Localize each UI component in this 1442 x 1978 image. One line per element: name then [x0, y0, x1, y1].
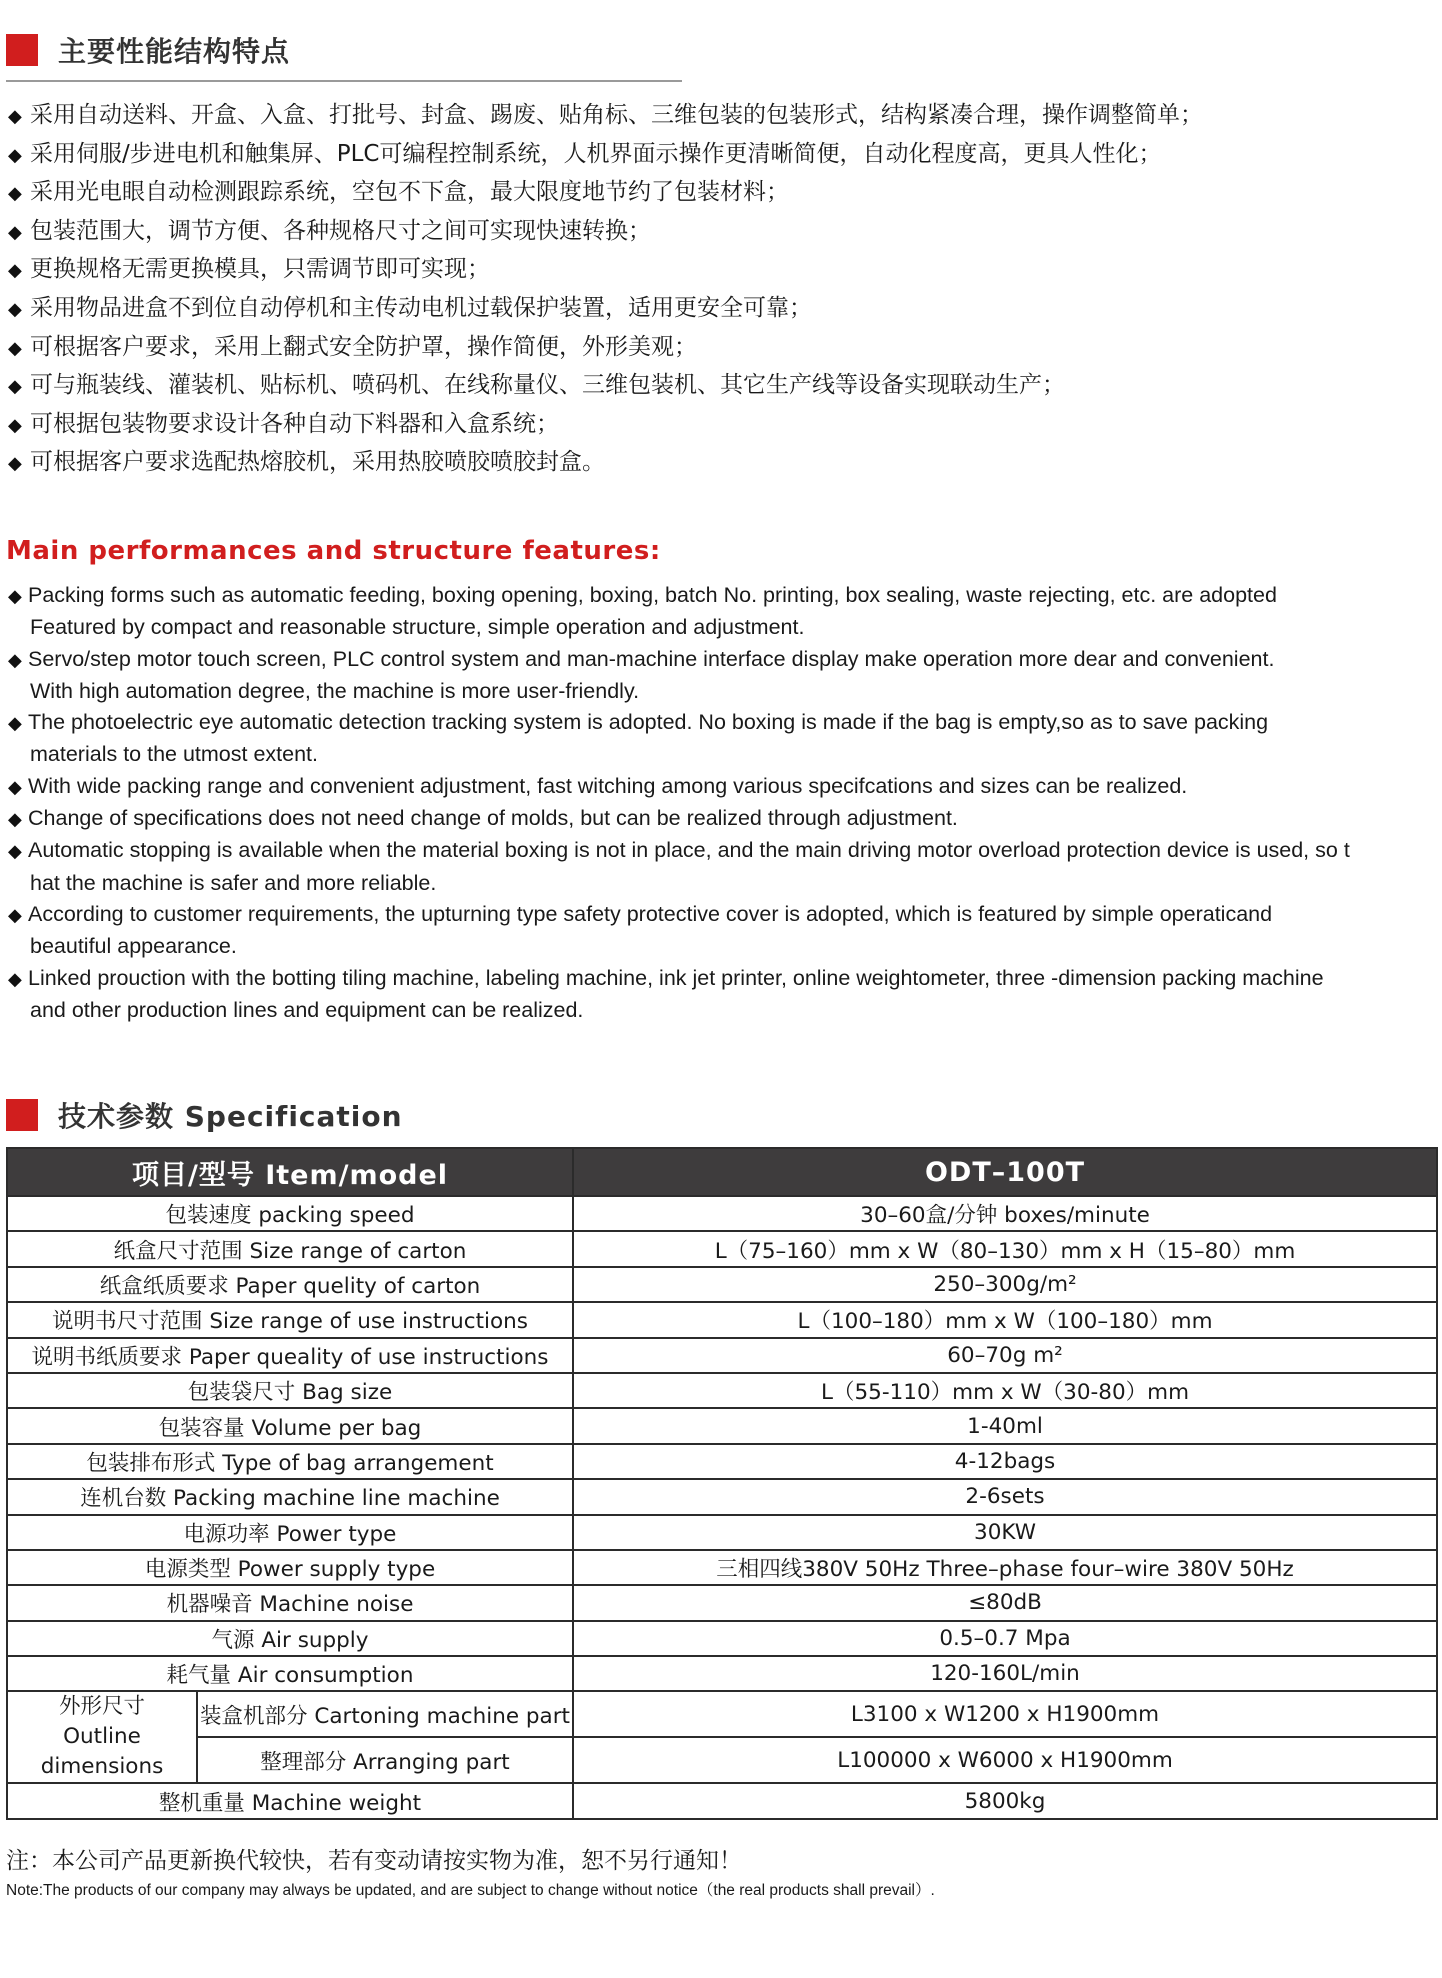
row-value: 120-160L/min [573, 1656, 1437, 1691]
row-value: 4-12bags [573, 1444, 1437, 1479]
list-item: ◆ Servo/step motor touch screen, PLC control system and man-machine interface display make operation more dear and convenient. With high automation degree, the machine is more user-friendly. [8, 646, 1275, 703]
row-label: 纸盒尺寸范围 Size range of carton [7, 1231, 573, 1266]
diamond-bullet-icon: ◆ [8, 183, 22, 205]
table-row [7, 1196, 1437, 1231]
diamond-bullet-icon: ◆ [8, 841, 22, 862]
section-header-features-cn [6, 30, 290, 70]
list-item: ◆ 更换规格无需更换模具，只需调节即可实现； [8, 250, 1428, 289]
diamond-bullet-icon: ◆ [8, 337, 22, 359]
table-row [7, 1302, 1437, 1337]
row-value: L100000 x W6000 x H1900mm [573, 1737, 1437, 1783]
header-model-value: ODT–100T [573, 1148, 1437, 1196]
list-item: ◆ 包装范围大，调节方便、各种规格尺寸之间可实现快速转换； [8, 212, 1428, 251]
outline-dimensions-label: 外形尺寸 Outline dimensions [7, 1691, 197, 1783]
row-label: 耗气量 Air consumption [7, 1656, 573, 1691]
table-row [7, 1338, 1437, 1373]
list-item: ◆ 可根据客户要求，采用上翻式安全防护罩，操作简便，外形美观； [8, 328, 1428, 367]
diamond-bullet-icon: ◆ [8, 106, 22, 127]
row-label: 装盒机部分 Cartoning machine part [197, 1691, 573, 1737]
note-en: Note:The products of our company may always be updated, and are subject to change without notice（the real products shall prevail）. [6, 1882, 935, 1899]
table-row [7, 1550, 1437, 1585]
diamond-bullet-icon: ◆ [8, 713, 22, 734]
row-value: 0.5–0.7 Mpa [573, 1621, 1437, 1656]
table-row [7, 1444, 1437, 1479]
table-row [7, 1373, 1437, 1408]
row-label: 包装袋尺寸 Bag size [7, 1373, 573, 1408]
section-title: 技术参数 Specification [58, 1100, 403, 1133]
section-title: 主要性能结构特点 [58, 35, 291, 68]
row-label: 包装排布形式 Type of bag arrangement [7, 1444, 573, 1479]
spec-table [6, 1147, 1438, 1820]
table-row [7, 1231, 1437, 1266]
diamond-bullet-icon: ◆ [8, 414, 22, 436]
row-value: 60–70g m² [573, 1338, 1437, 1373]
row-value: 30–60盒/分钟 boxes/minute [573, 1196, 1437, 1231]
list-item: ◆ 采用伺服/步进电机和触集屏、PLC可编程控制系统，人机界面示操作更清晰简便，自动化程度高，更具人性化； [8, 135, 1428, 174]
table-row [7, 1515, 1437, 1550]
row-label: 电源类型 Power supply type [7, 1550, 573, 1585]
row-label: 包装容量 Volume per bag [7, 1408, 573, 1443]
diamond-bullet-icon: ◆ [8, 586, 22, 606]
en-feature-list [8, 580, 1438, 1026]
list-item: ◆ With wide packing range and convenient adjustment, fast witching among various specifcations and sizes can be realized. [8, 771, 1438, 803]
en-section-title: Main performances and structure features: [6, 536, 661, 566]
diamond-bullet-icon: ◆ [8, 649, 22, 670]
red-square-marker [6, 34, 38, 66]
row-label: 整理部分 Arranging part [197, 1737, 573, 1783]
list-item: ◆ The photoelectric eye automatic detection tracking system is adopted. No boxing is made if the bag is empty,so as to save packing materials to the utmost extent. [8, 710, 1269, 767]
table-row [7, 1691, 1437, 1737]
table-row [7, 1585, 1437, 1620]
row-value: L（100–180）mm x W（100–180）mm [573, 1302, 1437, 1337]
diamond-bullet-icon: ◆ [8, 298, 22, 320]
table-row [7, 1267, 1437, 1302]
row-label: 包装速度 packing speed [7, 1196, 573, 1231]
section-header-specification [6, 1095, 403, 1135]
row-value: 三相四线380V 50Hz Three–phase four–wire 380V 50Hz [573, 1550, 1437, 1585]
table-row [7, 1479, 1437, 1514]
row-value: 5800kg [573, 1783, 1437, 1818]
diamond-bullet-icon: ◆ [8, 968, 22, 989]
list-item: ◆ 可与瓶装线、灌装机、贴标机、喷码机、在线称量仪、三维包装机、其它生产线等设备实现联动生产； [8, 366, 1428, 405]
table-row [7, 1656, 1437, 1691]
list-item: ◆ Change of specifications does not need change of molds, but can be realized through adjustment. [8, 803, 1438, 835]
list-item: ◆ 采用物品进盒不到位自动停机和主传动电机过载保护装置，适用更安全可靠； [8, 289, 1428, 328]
diamond-bullet-icon: ◆ [8, 144, 22, 166]
list-item: ◆ 采用自动送料、开盒、入盒、打批号、封盒、踢废、贴角标、三维包装的包装形式，结构紧凑合理，操作调整简单； [8, 96, 1428, 135]
diamond-bullet-icon: ◆ [8, 260, 22, 282]
diamond-bullet-icon: ◆ [8, 376, 22, 398]
table-row [7, 1621, 1437, 1656]
row-label: 整机重量 Machine weight [7, 1783, 573, 1818]
row-value: 1-40ml [573, 1408, 1437, 1443]
row-label: 机器噪音 Machine noise [7, 1585, 573, 1620]
list-item: ◆ 采用光电眼自动检测跟踪系统，空包不下盒，最大限度地节约了包装材料； [8, 173, 1428, 212]
cn-feature-list [8, 96, 1428, 482]
list-item: ◆ Packing forms such as automatic feeding, boxing opening, boxing, batch No. printing, box sealing, waste rejecting, etc. are adopted Featured by compact and reasonable structure, simple operation and adjustment. [8, 583, 1277, 640]
list-item: ◆ 可根据客户要求选配热熔胶机，采用热胶喷胶喷胶封盒。 [8, 443, 1428, 482]
red-square-marker [6, 1099, 38, 1131]
row-value: 2-6sets [573, 1479, 1437, 1514]
row-value: 30KW [573, 1515, 1437, 1550]
row-label: 说明书纸质要求 Paper queality of use instructions [7, 1338, 573, 1373]
list-item: ◆ 可根据包装物要求设计各种自动下料器和入盒系统； [8, 405, 1428, 444]
diamond-bullet-icon: ◆ [8, 809, 22, 830]
row-label: 说明书尺寸范围 Size range of use instructions [7, 1302, 573, 1337]
list-item: ◆ Linked prouction with the botting tiling machine, labeling machine, ink jet printer, online weightometer, three -dimension packing machine and other production lines and equipment can be realized. [8, 965, 1324, 1022]
row-label: 气源 Air supply [7, 1621, 573, 1656]
row-value: 250–300g/m² [573, 1267, 1437, 1302]
row-label: 连机台数 Packing machine line machine [7, 1479, 573, 1514]
list-item: ◆ According to customer requirements, the upturning type safety protective cover is adopted, which is featured by simple operaticand beautiful appearance. [8, 901, 1273, 959]
table-header-row [7, 1148, 1437, 1196]
row-value: ≤80dB [573, 1585, 1437, 1620]
row-value: L（55-110）mm x W（30-80）mm [573, 1373, 1437, 1408]
row-value: L3100 x W1200 x H1900mm [573, 1691, 1437, 1737]
diamond-bullet-icon: ◆ [8, 904, 22, 925]
section-divider [6, 80, 682, 82]
header-item-model: 项目/型号 Item/model [7, 1148, 573, 1196]
row-label: 纸盒纸质要求 Paper quelity of carton [7, 1267, 573, 1302]
table-row [7, 1408, 1437, 1443]
list-item: ◆ Automatic stopping is available when the material boxing is not in place, and the main driving motor overload protection device is used, so t hat the machine is safer and more reliable. [8, 838, 1350, 895]
row-value: L（75–160）mm x W（80–130）mm x H（15–80）mm [573, 1231, 1437, 1266]
diamond-bullet-icon: ◆ [8, 776, 22, 797]
table-row [7, 1783, 1437, 1818]
note-cn: 注：本公司产品更新换代较快，若有变动请按实物为准，恕不另行通知！ [6, 1848, 742, 1874]
diamond-bullet-icon: ◆ [8, 453, 22, 475]
row-label: 电源功率 Power type [7, 1515, 573, 1550]
diamond-bullet-icon: ◆ [8, 221, 22, 243]
table-row [7, 1737, 1437, 1783]
